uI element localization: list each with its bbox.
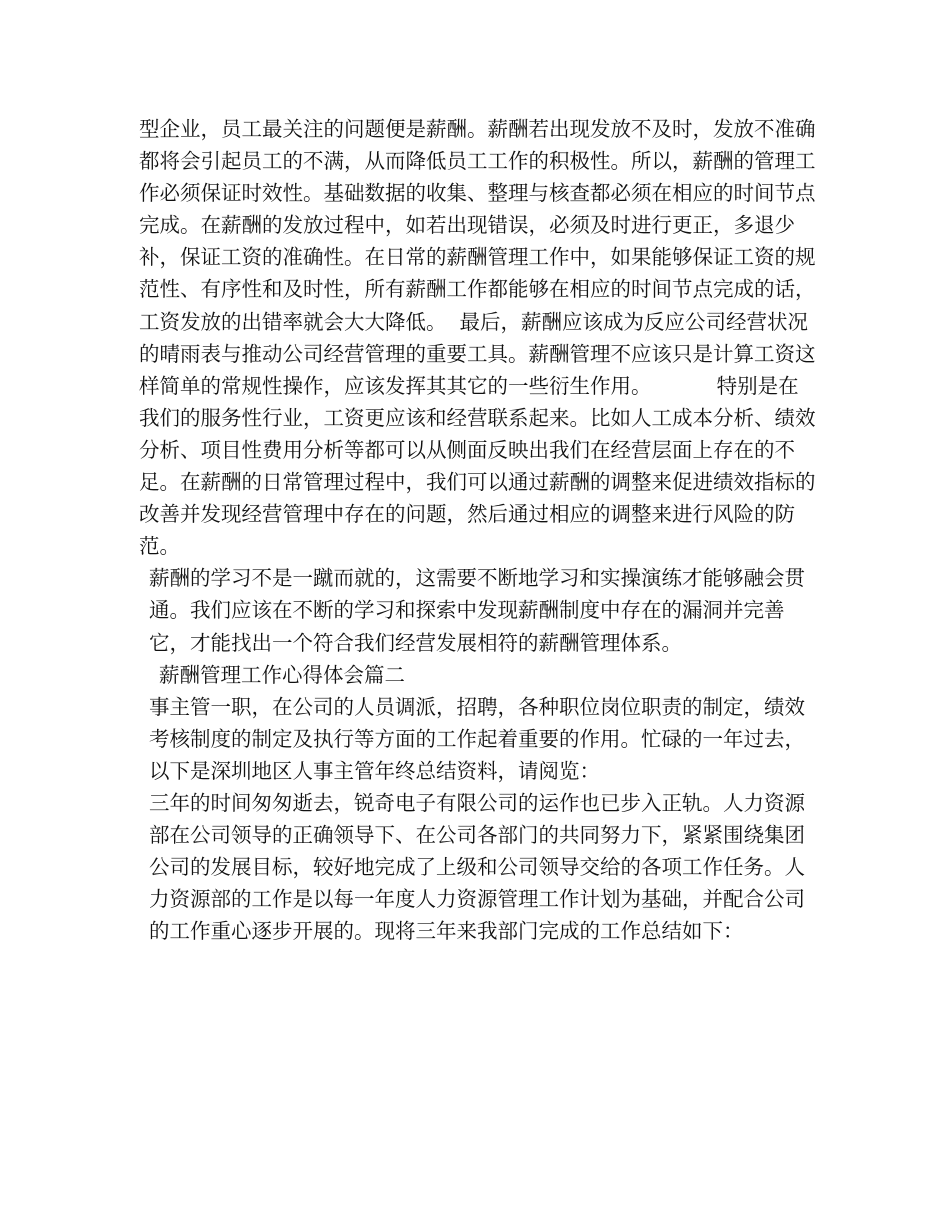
paragraph-salary-management: 型企业，员工最关注的问题便是薪酬。薪酬若出现发放不及时，发放不准确都将会引起员工的不满，从而降低员工工作的积极性。所以，薪酬的管理工作必须保证时效性。基础数据的收集、整理与核查都必须在相应的时间节点完成。在薪酬的发放过程中，如若出现错误，必须及时进行更正，多退少补，保证工资的准确性。在日常的薪酬管理工作中，如果能够保证工资的规范性、有序性和及时性，所有薪酬工作都能够在相应的时间节点完成的话，工资发放的出错率就会大大降低。 最后，薪酬应该成为反应公司经营状况的晴雨表与推动公司经营管理的重要工具。薪酬管理不应该只是计算工资这样简单的常规性操作，应该发挥其其它的一些衍生作用。 特别是在我们的服务性行业，工资更应该和经营联系起来。比如人工成本分析、绩效分析、项目性费用分析等都可以从侧面反映出我们在经营层面上存在的不足。在薪酬的日常管理过程中，我们可以通过薪酬的调整来促进绩效指标的改善并发现经营管理中存在的问题，然后通过相应的调整来进行风险的防范。 — [139, 117, 816, 559]
section-heading-part-two: 薪酬管理工作心得体会篇二 — [159, 662, 405, 687]
paragraph-hr-supervisor-role: 事主管一职，在公司的人员调派，招聘，各种职位岗位职责的制定，绩效考核制度的制定及执行等方面的工作起着重要的作用。忙碌的一年过去，以下是深圳地区人事主管年终总结资料，请阅览： — [149, 694, 805, 783]
paragraph-salary-learning: 薪酬的学习不是一蹴而就的，这需要不断地学习和实操演练才能够融会贯通。我们应该在不断的学习和探索中发现薪酬制度中存在的漏洞并完善它，才能找出一个符合我们经营发展相符的薪酬管理体系。 — [149, 566, 805, 655]
paragraph-three-year-summary: 三年的时间匆匆逝去，锐奇电子有限公司的运作也已步入正轨。人力资源部在公司领导的正确领导下、在公司各部门的共同努力下，紧紧围绕集团公司的发展目标，较好地完成了上级和公司领导交给的各项工作任务。人力资源部的工作是以每一年度人力资源管理工作计划为基础，并配合公司的工作重心逐步开展的。现将三年来我部门完成的工作总结如下： — [149, 790, 805, 944]
document-body — [139, 113, 819, 947]
